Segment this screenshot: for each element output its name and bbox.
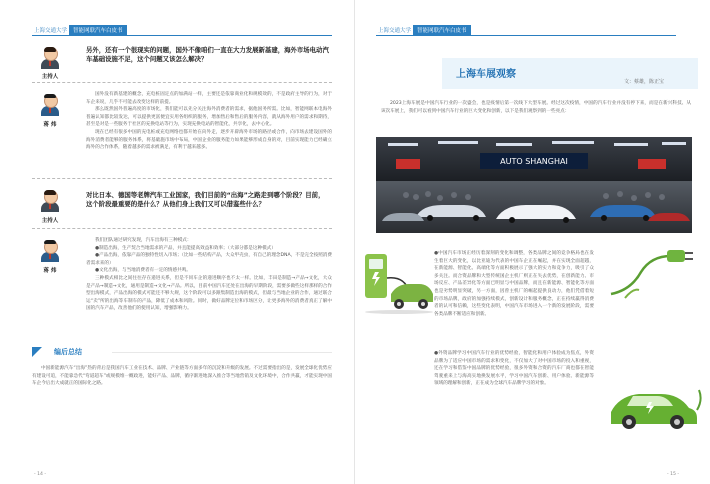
header-org: 上海交通大学: [34, 28, 68, 34]
question-2: 对比日本、德国等老牌汽车工业国家，我们目前的“出海”之路走到哪个阶段？目前，这个阶段最重要的是什么？从他们身上我们又可以借鉴些什么？: [86, 191, 325, 208]
answer-paragraph: ●制造出海，生产契合当地需求的产品，并且能提高效益和效率；（大部分都是这种模式）: [95, 245, 276, 251]
answer-paragraph: 我们团队通过研究发现，汽车出海有三种模式：: [95, 238, 192, 243]
right-page: [355, 0, 710, 484]
article-author: 文：蔡雄，陈正宝: [624, 79, 665, 85]
answer-paragraph: 现在已经有很多中国的充电桩或充电网络也都开始在向外走，逐步开辟海外市场的路径或合作，向市场去建设国外的海外消费者能够的服务体系，将基础施市场中布局，中国企业的服务能力如果能够形成自身的对，目前实现能力已经确立海外的合作体系，随着越多的需求被满足，有利于越来越多。: [86, 129, 332, 151]
answer-2: [86, 237, 332, 313]
page-number: - 15 -: [667, 472, 680, 477]
auto-show-photo: [376, 137, 692, 233]
header-rule: [32, 35, 332, 36]
answer-1: [86, 91, 332, 152]
photo-banner-text: AUTO SHANGHAI: [500, 157, 568, 166]
summary-title: 编后总结: [54, 348, 82, 356]
header-tag: 智能网联汽车白皮书: [413, 25, 471, 35]
header-org: 上海交通大学: [378, 28, 412, 34]
guest-avatar-icon: [40, 240, 60, 262]
answer-paragraph: ●产品出海，依靠产品的独特性切入市场；（比如一些结构产品，大众甲壳虫，有自己的理念DNA，不是完全按照消费者需求来的）: [86, 253, 332, 266]
divider: [32, 82, 332, 83]
point-paragraph: ●外资品牌学习中国汽车行业的优势经验，智能化和用户体验成为焦点，外资品牌为了适应中国市场的需求和变化，不仅加大了对中国市场的投入和重视，还在学习和借鉴中国品牌的优势经验，很多外资和合资的汽车厂商也都在智能驾驶重来上与海高实地换发展水平，学习中国汽车创新、用户体验、新能源等领域的理解和创新，正在成为全球汽车品牌学习的对象。: [434, 351, 594, 387]
ev-plug-illustration: [605, 244, 705, 302]
speaker-name: 蒋 炜: [43, 122, 57, 128]
host-avatar-icon: [40, 47, 60, 69]
intro-paragraph: 2023上海车展是中国汽车行业的一次盛会，也是疫情后第一次线下大型车展。经过这次疫情，中国的汽车行业并没有停下来，而是在新兴科技、从该次车展上，我们可以看到中国汽车行业的巨大变化和创新，以下是我们观察到的一些亮点：: [381, 101, 691, 114]
host-avatar-icon: [40, 190, 60, 212]
article-banner: [376, 48, 698, 93]
question-1: 另外，还有一个很现实的问题，国外不像咱们一直在大力发展新基建，海外市场电动汽车基础设施不足，这个问题又该怎么解决？: [86, 46, 329, 63]
summary-heading: [32, 347, 332, 357]
page-header: [376, 26, 471, 34]
heading-marker-icon: [32, 347, 42, 357]
page-number: - 14 -: [34, 472, 47, 477]
answer-paragraph: 那么既然国外普遍高度的市场化，我们能可以先分关注海外消费者的需求，据他国务所需。比如，智能网联本电海外普遍认知都比较发达，可以提供更富便宜实用各组织的服务，增加售后和售后的服务内容，就从海外用户的需求和期待，甚至是对是一些服务于社区的充换电站等行为，实现充换电站的智能化，共享化，去中心化。: [86, 107, 332, 128]
guest-avatar-icon: [40, 94, 60, 116]
page-header: [32, 26, 127, 34]
point-1: [434, 250, 594, 318]
header-tag: 智能网联汽车白皮书: [69, 25, 127, 35]
ev-car-illustration: [603, 376, 703, 432]
point-paragraph: ●中国汽车市场正经历着深刻的变化和调整，各类品牌之间的竞争格局也在发生着巨大的变化，以比亚迪为代表的中国车企正在崛起，并在实现全面超越，在新能源、智能化、高端化等方面积极展示了强大的实力和竞争力，吸引了众多关注。而合资品牌和大型传统国企主机厂则正在失去优势，在创新能力、市场反应、产品差异化等方面已明显与中国品牌，而且在新能源、智能化等方面也是劣势明显突破，另一方面，因曾主机厂的崛起提供良动力，他们凭借着短的市场品牌，政府的加强持续模式，创新设计和服务概念，正在持续赢得消费者的认可和信赖，这些变化表明，中国汽车市场进入一个新的发展阶段，需要各类品牌不断适应和创新。: [434, 251, 594, 317]
speaker-name: 蒋 炜: [43, 268, 57, 274]
header-rule: [376, 35, 676, 36]
answer-paragraph: 三种模式相比之间往往存在递进关系，但是不同车企的递进顺序也不太一样。比如，丰田是制造→产品→文化，大众是产品→制造→文化，通用是制造→文化→产品。所以，目前中国汽车还处在出海的早期阶段，需要多做些这样那样的合作型出海模式，产品出海的模式可能还不够大规，这个阶段可以多跟集制造出海的模式，但最与当地企业的合作，通过联合运“卖”所的出海等车制车的产品，降低了成本和风险。同时，做好品牌定位和市场区分，让更多海外的消费者真正了解中国的汽车产品，改善他们的使用认知，增强影响力。: [86, 275, 332, 312]
article-title: 上海车展观察: [456, 69, 516, 80]
summary-paragraph: 中国新能源汽车“出海”热的背后是我国汽车工业在技术、品牌、产业链等方面多年的沉淀和升级的发展。不过需要指出的是，发展全球化优势应有建设可追，不能靠急代“弯道超车”或规模堆一概政进，能好产品、品牌，循序渐进地深入推合等当地营销及文化环境中，合作共赢，才能实现中国车企今后出大成就正的国际化之路。: [32, 366, 332, 387]
speaker-name: 主持人: [41, 218, 59, 224]
ev-charging-illustration: [361, 248, 435, 318]
speaker-name: 主持人: [41, 74, 59, 80]
divider: [32, 228, 332, 229]
answer-paragraph: 国外没有新基建的概念，充电桩固定点的加满站一样，主要还是依靠商业化和规模效的，不是政府主导的行为，对于车企来说，几乎不可能去改变这样的前提。: [86, 92, 332, 105]
divider: [32, 178, 332, 179]
point-2: [434, 350, 594, 388]
summary-text: [32, 365, 332, 388]
answer-paragraph: ●文化出海，与当地消费者有一定的情感共鸣。: [95, 268, 191, 274]
article-intro: [381, 100, 691, 115]
